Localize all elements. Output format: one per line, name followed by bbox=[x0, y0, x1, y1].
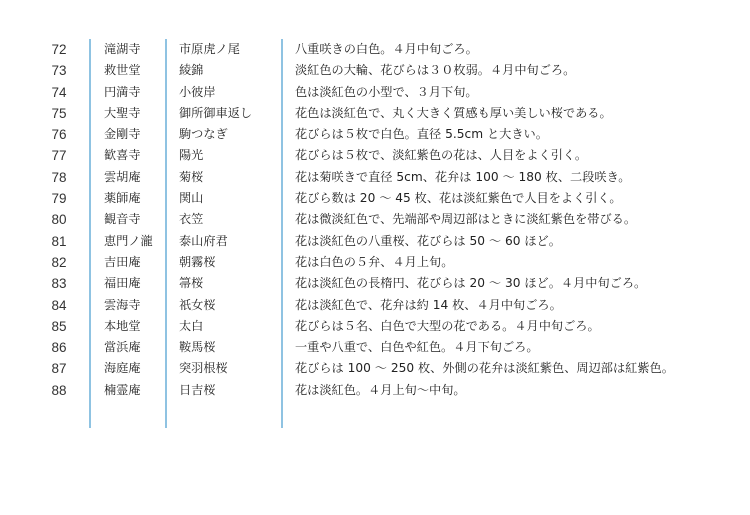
description: 色は淡紅色の小型で、３月下旬。 bbox=[295, 84, 478, 99]
table-row bbox=[0, 337, 750, 358]
temple-name: 雲胡庵 bbox=[104, 169, 141, 184]
cherry-variety: 衣笠 bbox=[179, 212, 204, 227]
cherry-variety: 太白 bbox=[179, 318, 204, 333]
description: 花は菊咲きで直径 5cm、花弁は 100 ～ 180 枚、二段咲き。 bbox=[295, 169, 631, 184]
row-number: 87 bbox=[51, 361, 67, 377]
table-row bbox=[0, 273, 750, 294]
cherry-blossom-table bbox=[0, 39, 750, 401]
temple-name: 海庭庵 bbox=[104, 361, 141, 376]
table-row bbox=[0, 316, 750, 337]
description: 淡紅色の大輪、花びらは３０枚弱。４月中旬ごろ。 bbox=[295, 63, 576, 78]
description: 花色は淡紅色で、丸く大きく質感も厚い美しい桜である。 bbox=[295, 105, 612, 120]
cherry-variety: 綾錦 bbox=[179, 63, 204, 78]
row-number: 80 bbox=[51, 212, 67, 228]
temple-name: 福田庵 bbox=[104, 276, 141, 291]
cherry-variety: 陽光 bbox=[179, 148, 204, 163]
cherry-variety: 祇女桜 bbox=[179, 297, 216, 312]
row-number: 84 bbox=[51, 297, 67, 313]
table-row bbox=[0, 60, 750, 81]
description: 八重咲きの白色。４月中旬ごろ。 bbox=[295, 42, 478, 56]
cherry-variety: 泰山府君 bbox=[179, 233, 228, 248]
cherry-variety: 御所御車返し bbox=[179, 105, 253, 120]
table-row bbox=[0, 295, 750, 316]
description: 花は淡紅色の長楕円、花びらは 20 ～ 30 ほど。４月中旬ごろ。 bbox=[295, 276, 647, 291]
table-row bbox=[0, 39, 750, 60]
temple-name: 金剛寺 bbox=[104, 127, 141, 142]
row-number: 72 bbox=[51, 42, 67, 57]
description: 花びらは５枚で、淡紅紫色の花は、人目をよく引く。 bbox=[295, 148, 588, 163]
table-row bbox=[0, 145, 750, 166]
temple-name: 滝湖寺 bbox=[104, 42, 141, 56]
temple-name: 歓喜寺 bbox=[104, 148, 141, 163]
temple-name: 楠霊庵 bbox=[104, 382, 141, 397]
cherry-variety: 市原虎ノ尾 bbox=[179, 42, 240, 56]
row-number: 79 bbox=[51, 191, 67, 207]
description: 一重や八重で、白色や紅色。４月下旬ごろ。 bbox=[295, 340, 539, 355]
temple-name: 大聖寺 bbox=[104, 105, 141, 120]
temple-name: 観音寺 bbox=[104, 212, 141, 227]
description: 花びら数は 20 ～ 45 枚、花は淡紅紫色で人目をよく引く。 bbox=[295, 191, 622, 206]
row-number: 82 bbox=[51, 254, 67, 270]
temple-name: 救世堂 bbox=[104, 63, 141, 78]
description: 花びらは５枚で白色。直径 5.5cm と大きい。 bbox=[295, 127, 548, 142]
row-number: 75 bbox=[51, 105, 67, 121]
description: 花は淡紅色の八重桜、花びらは 50 ～ 60 ほど。 bbox=[295, 233, 561, 248]
cherry-variety: 突羽根桜 bbox=[179, 361, 228, 376]
table-row bbox=[0, 380, 750, 401]
row-number: 76 bbox=[51, 127, 67, 143]
row-number: 85 bbox=[51, 318, 67, 334]
temple-name: 薬師庵 bbox=[104, 191, 141, 206]
row-number: 88 bbox=[51, 382, 67, 398]
cherry-variety: 小彼岸 bbox=[179, 84, 216, 99]
cherry-variety: 駒つなぎ bbox=[179, 127, 228, 142]
description: 花は白色の５弁、４月上旬。 bbox=[295, 254, 454, 269]
cherry-variety: 日吉桜 bbox=[179, 382, 216, 397]
row-number: 78 bbox=[51, 169, 67, 185]
description: 花は微淡紅色で、先端部や周辺部はときに淡紅紫色を帯びる。 bbox=[295, 212, 637, 227]
cherry-variety: 関山 bbox=[179, 191, 204, 206]
row-number: 81 bbox=[51, 233, 67, 249]
table-row bbox=[0, 167, 750, 188]
table-row bbox=[0, 252, 750, 273]
description: 花は淡紅色で、花弁は約 14 枚、４月中旬ごろ。 bbox=[295, 297, 562, 312]
row-number: 73 bbox=[51, 63, 67, 79]
cherry-variety: 鞍馬桜 bbox=[179, 340, 216, 355]
cherry-variety: 菊桜 bbox=[179, 169, 204, 184]
cherry-variety: 朝霧桜 bbox=[179, 254, 216, 269]
table-row bbox=[0, 188, 750, 209]
cherry-variety: 箒桜 bbox=[179, 276, 204, 291]
table-row bbox=[0, 358, 750, 379]
row-number: 74 bbox=[51, 84, 67, 100]
temple-name: 円満寺 bbox=[104, 84, 141, 99]
row-number: 86 bbox=[51, 340, 67, 356]
description: 花びらは５名、白色で大型の花である。４月中旬ごろ。 bbox=[295, 318, 600, 333]
description: 花は淡紅色。４月上旬～中旬。 bbox=[295, 382, 466, 397]
temple-name: 雲海寺 bbox=[104, 297, 141, 312]
table-row bbox=[0, 231, 750, 252]
row-number: 77 bbox=[51, 148, 67, 164]
temple-name: 吉田庵 bbox=[104, 254, 141, 269]
description: 花びらは 100 ～ 250 枚、外側の花弁は淡紅紫色、周辺部は紅紫色。 bbox=[295, 361, 674, 376]
row-number: 83 bbox=[51, 276, 67, 292]
table-row bbox=[0, 82, 750, 103]
temple-name: 本地堂 bbox=[104, 318, 141, 333]
temple-name: 當浜庵 bbox=[104, 340, 141, 355]
table-row bbox=[0, 209, 750, 230]
table-row bbox=[0, 124, 750, 145]
table-row bbox=[0, 103, 750, 124]
temple-name: 恵門ノ瀧 bbox=[104, 233, 153, 248]
